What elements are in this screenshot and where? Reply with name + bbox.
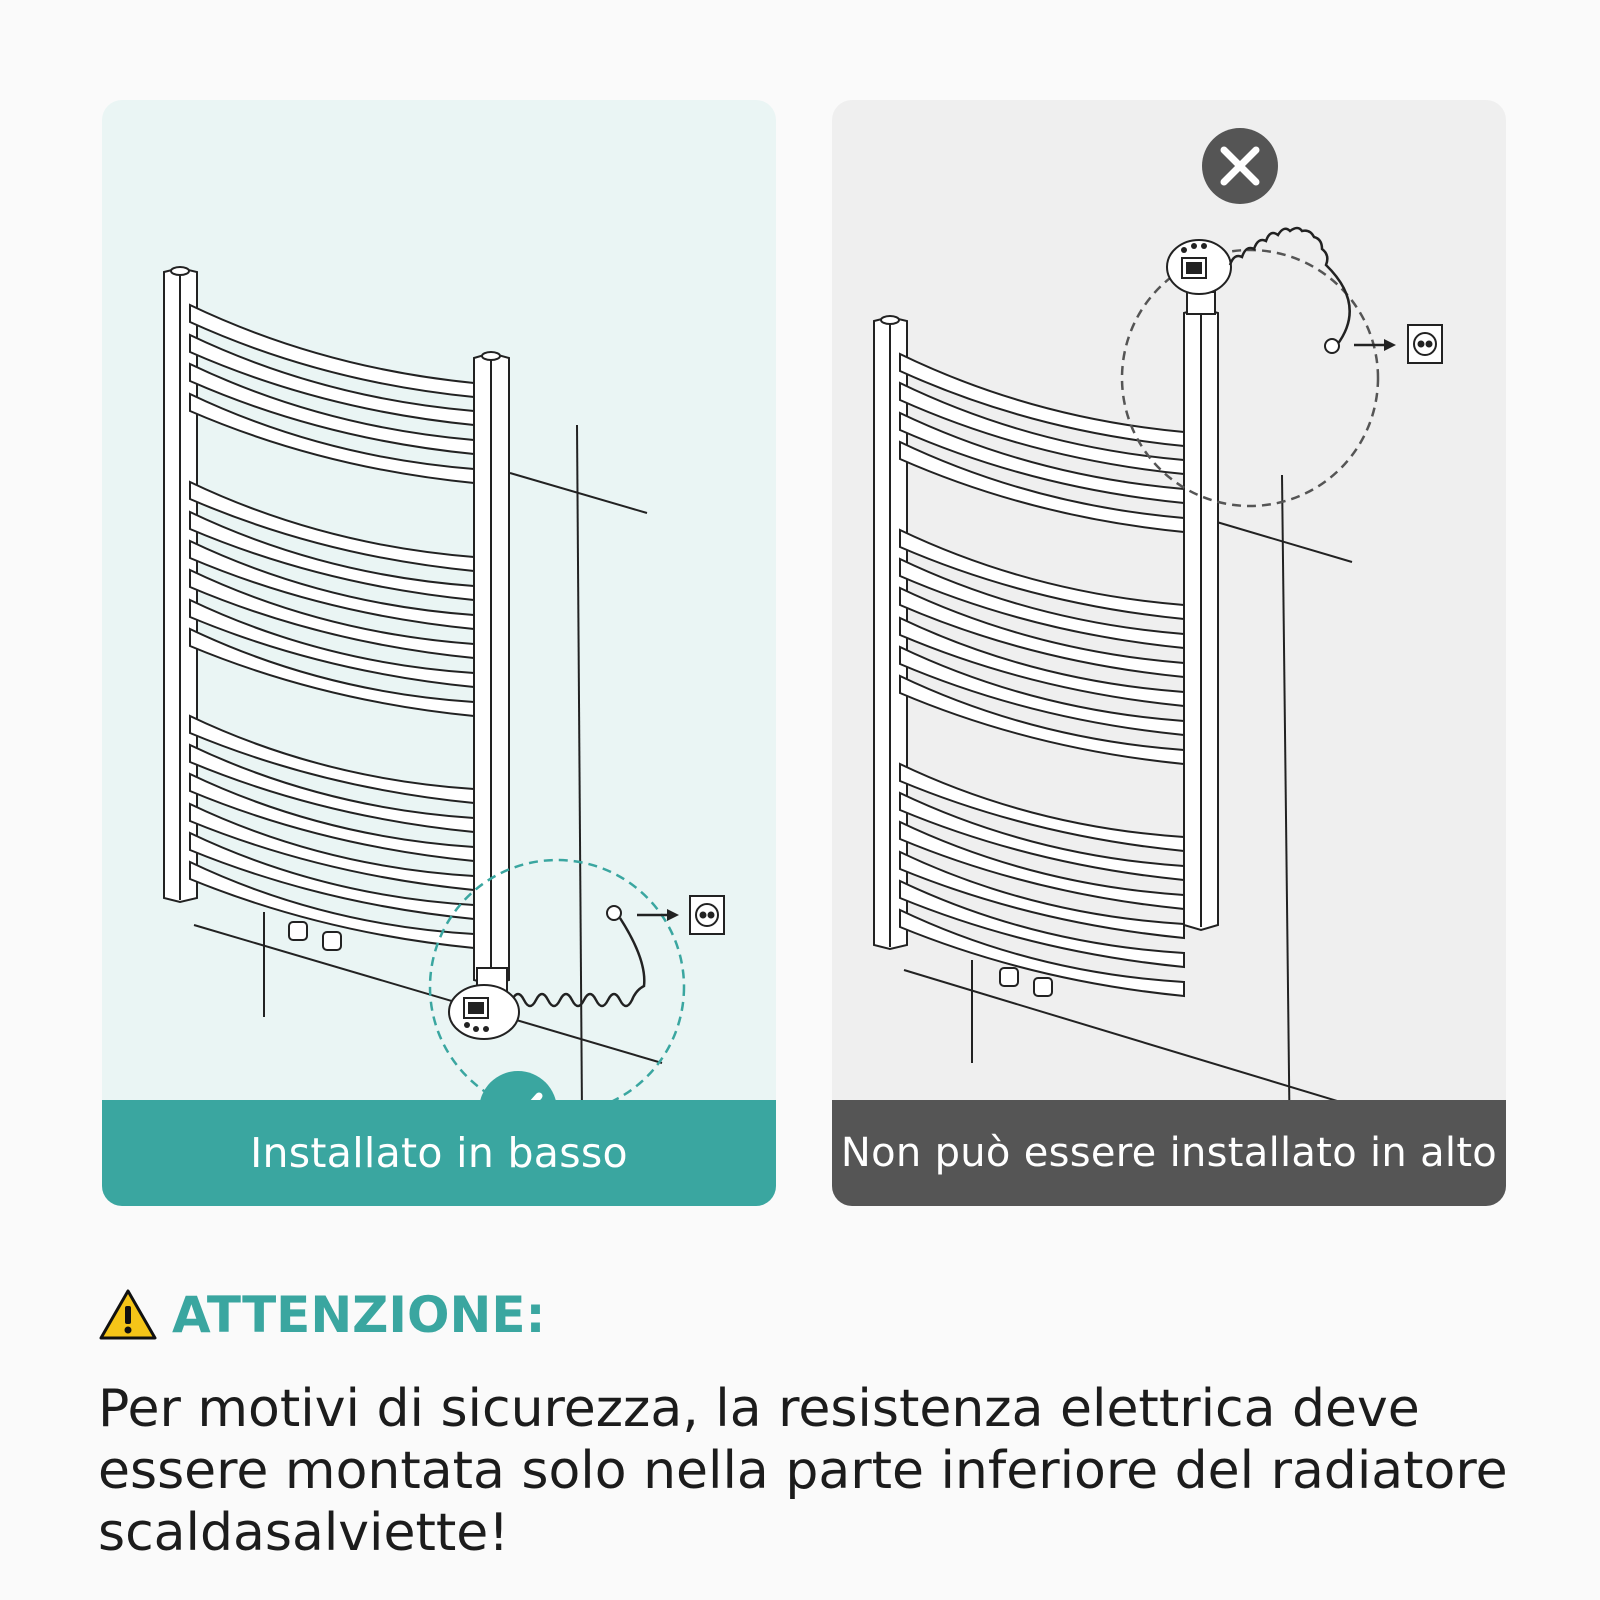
- socket-icon: [1408, 325, 1442, 363]
- socket-icon: [690, 896, 724, 934]
- panel-wrong-installation: [832, 100, 1506, 1206]
- close-icon: [1202, 128, 1278, 204]
- warning-header: [98, 1286, 546, 1344]
- radiator-illustration-bottom: [102, 100, 776, 1100]
- caption-correct: Installato in basso: [102, 1100, 776, 1206]
- warning-icon: [98, 1288, 158, 1342]
- radiator-illustration-top: [832, 100, 1506, 1100]
- warning-title: ATTENZIONE:: [172, 1286, 546, 1344]
- check-icon: [479, 1071, 557, 1100]
- warning-text: Per motivi di sicurezza, la resistenza elettrica deve essere montata solo nella parte inferiore del radiatore scaldasalviette!: [98, 1379, 1508, 1563]
- caption-wrong: Non può essere installato in alto: [832, 1100, 1506, 1206]
- panel-correct-installation: [102, 100, 776, 1206]
